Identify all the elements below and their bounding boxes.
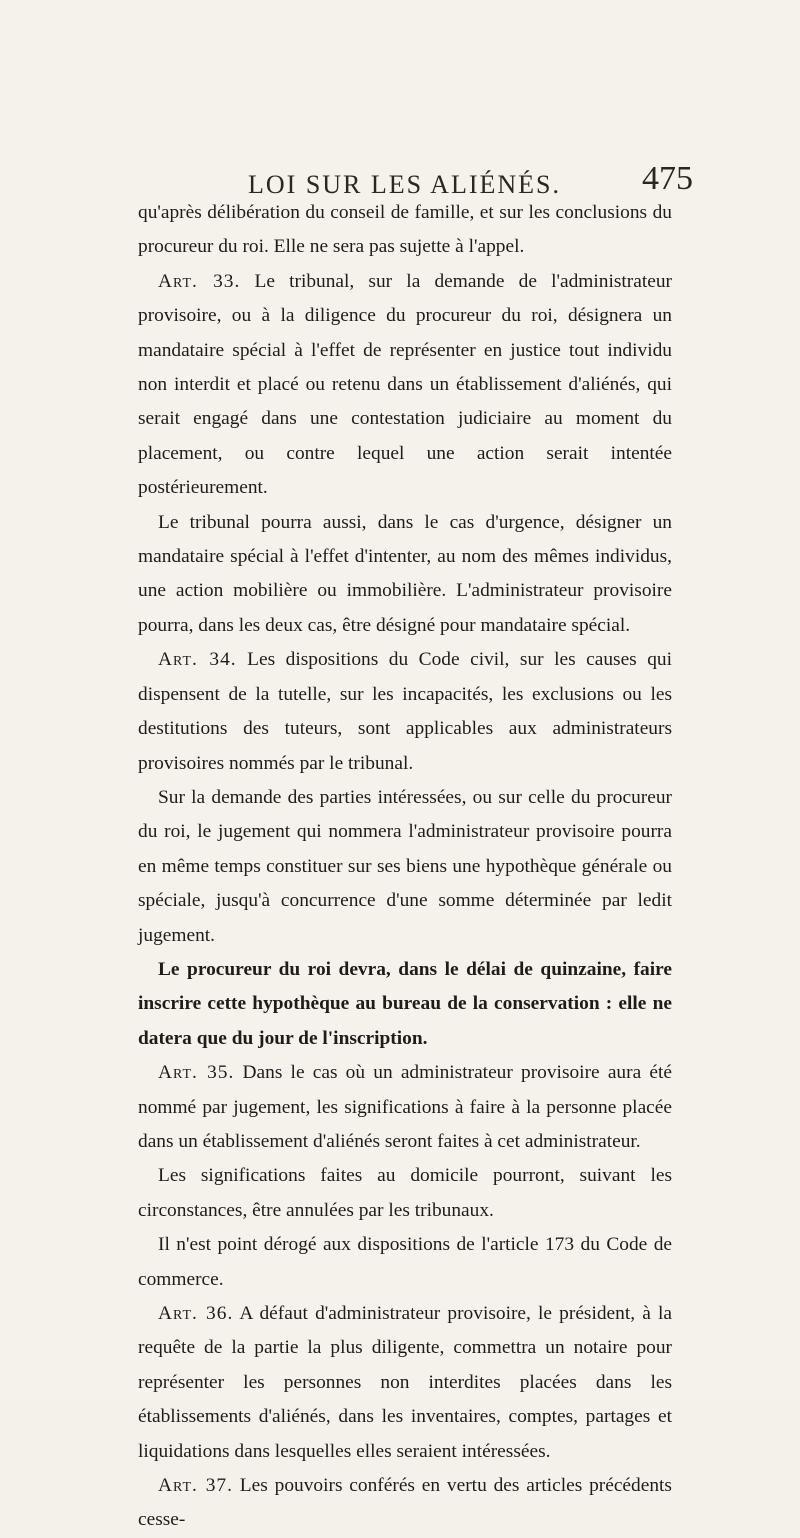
running-title: LOI SUR LES ALIÉNÉS. xyxy=(248,170,561,199)
article-label: Art. 35. xyxy=(158,1062,235,1084)
paragraph-text: qu'après délibération du conseil de famille, et sur les conclusions du procureur du roi. Elle ne sera pas sujette à l'appel. xyxy=(138,202,672,258)
article-35-paragraph xyxy=(138,1056,672,1159)
paragraph-text: Les pouvoirs conférés en vertu des articles précédents cesse- xyxy=(138,1475,672,1531)
paragraph-text: Il n'est point dérogé aux dispositions de l'article 173 du Code de commerce. xyxy=(138,1234,672,1290)
paragraph xyxy=(138,506,672,644)
paragraph-text: Le procureur du roi devra, dans le délai de quinzaine, faire inscrire cette hypothèque au bureau de la conservation : elle ne datera que du jour de l'inscription. xyxy=(138,958,672,1049)
article-33-paragraph xyxy=(138,265,672,506)
paragraph-text: Les dispositions du Code civil, sur les causes qui dispensent de la tutelle, sur les incapacités, les exclusions ou les destitutions des tuteurs, sont applicables aux administrateurs provisoires nommés par le tribunal. xyxy=(138,649,672,774)
paragraph-text: A défaut d'administrateur provisoire, le président, à la requête de la partie la plus diligente, commettra un notaire pour représenter les personnes non interdites placées dans les établissements d'aliénés, dans les inventaires, comptes, partages et liquidations dans lesquelles elles seraient intéressées. xyxy=(138,1303,672,1462)
paragraph xyxy=(138,196,672,265)
article-34-paragraph xyxy=(138,643,672,781)
paragraph xyxy=(138,781,672,953)
paragraph xyxy=(138,1159,672,1228)
paragraph-text: Dans le cas où un administrateur provisoire aura été nommé par jugement, les significations à faire à la personne placée dans un établissement d'aliénés seront faites à cet administrateur. xyxy=(138,1062,672,1152)
article-37-paragraph xyxy=(138,1469,672,1538)
article-36-paragraph xyxy=(138,1297,672,1469)
paragraph-text: Les significations faites au domicile pourront, suivant les circonstances, être annulées par les tribunaux. xyxy=(138,1165,672,1221)
article-label: Art. 34. xyxy=(158,649,237,671)
body-text xyxy=(138,196,672,1538)
article-label: Art. 33. xyxy=(158,270,241,292)
paragraph xyxy=(138,953,672,1056)
article-label: Art. 37. xyxy=(158,1475,233,1497)
paragraph xyxy=(138,1228,672,1297)
article-label: Art. 36. xyxy=(158,1303,234,1324)
page-number: 475 xyxy=(642,160,693,197)
paragraph-text: Le tribunal, sur la demande de l'administrateur provisoire, ou à la diligence du procureur du roi, désignera un mandataire spécial à l'effet de représenter en justice tout individu non interdit et placé ou retenu dans un établissement d'aliénés, qui serait engagé dans une contestation judiciaire au moment du placement, ou contre lequel une action serait intentée postérieurement. xyxy=(138,270,672,499)
paragraph-text: Sur la demande des parties intéressées, ou sur celle du procureur du roi, le jugement qui nommera l'administrateur provisoire pourra en même temps constituer sur ses biens une hypothèque générale ou spéciale, jusqu'à concurrence d'une somme déterminée par ledit jugement. xyxy=(138,786,672,946)
page-header xyxy=(0,140,800,200)
paragraph-text: Le tribunal pourra aussi, dans le cas d'urgence, désigner un mandataire spécial à l'effet d'intenter, au nom des mêmes individus, une action mobilière ou immobilière. L'administrateur provisoire pourra, dans les deux cas, être désigné pour mandataire spécial. xyxy=(138,511,672,636)
